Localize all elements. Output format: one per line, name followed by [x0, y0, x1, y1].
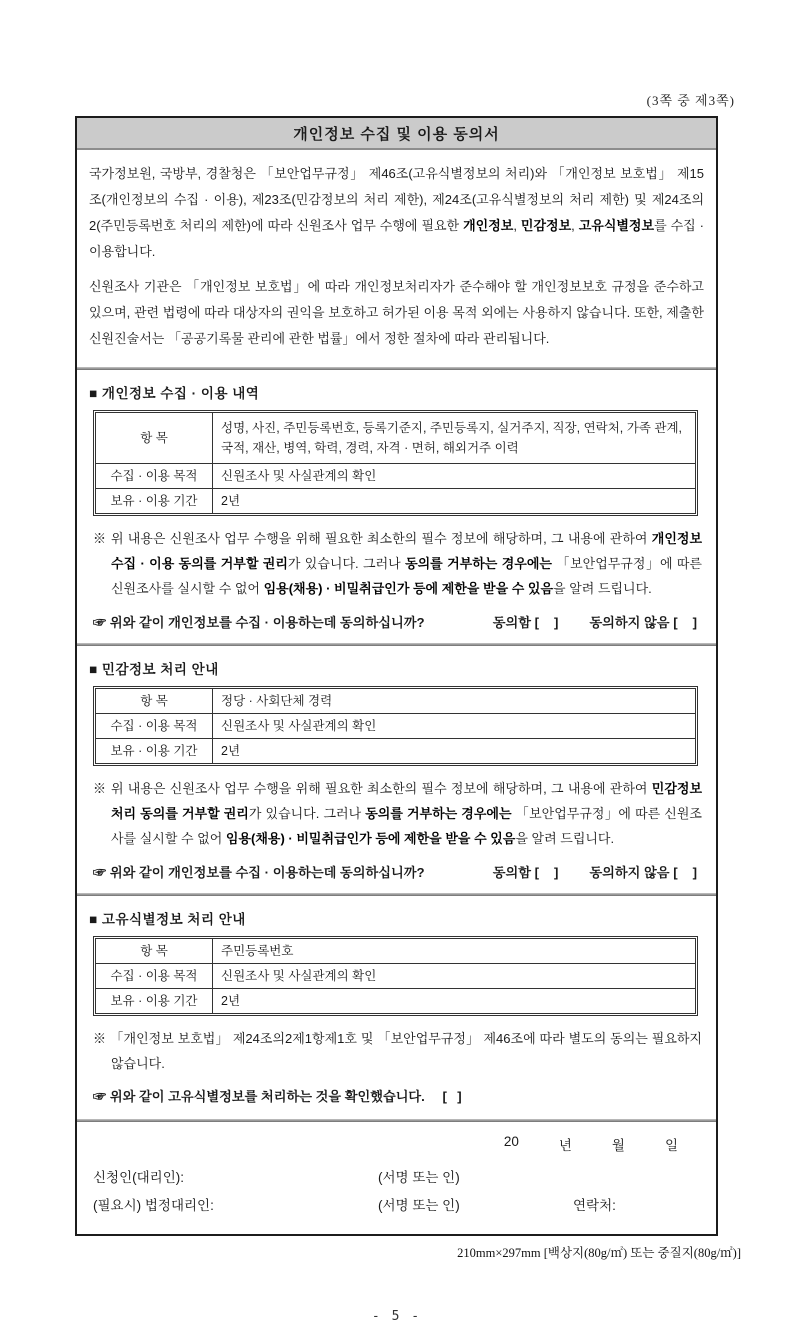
- date-year-prefix[interactable]: 20: [503, 1134, 519, 1149]
- table-row: [96, 489, 696, 514]
- section-note: ※ 위 내용은 신원조사 업무 수행을 위해 필요한 최소한의 필수 정보에 해당하며, 그 내용에 관하여 민감정보 처리 동의를 거부할 권리가 있습니다. 그러나 동의를 거부하는 경우에는 「보안업무규정」에 따른 신원조사를 실시할 수 없어 임용(채용) · 비밀취급인가 등에 제한을 받을 수 있음을 알려 드립니다.: [93, 781, 702, 846]
- info-table: [93, 686, 698, 766]
- consent-line: [93, 862, 700, 881]
- applicant-seal-note: (서명 또는 인): [378, 1170, 460, 1185]
- paper-spec-note: 210mm×297mm [백상지(80g/㎡) 또는 중질지(80g/㎡)]: [457, 1246, 741, 1260]
- row-value: 신원조사 및 사실관계의 확인: [213, 464, 696, 489]
- table-row: [96, 739, 696, 764]
- row-label: 항 목: [96, 939, 213, 964]
- row-value: 2년: [213, 989, 696, 1014]
- applicant-label: 신청인(대리인):: [93, 1170, 184, 1185]
- agree-checkbox[interactable]: [ ]: [534, 615, 560, 630]
- intro-paragraph-2: 신원조사 기관은 「개인정보 보호법」에 따라 개인정보처리자가 준수해야 할 개인정보보호 규정을 준수하고 있으며, 관련 법령에 따라 대상자의 권익을 보호하고 허가된 이용 목적 외에는 사용하지 않습니다. 또한, 제출한 신원진술서는 「공공기록물 관리에 관한 법률」에서 정한 절차에 따라 관리됩니다.: [89, 279, 704, 346]
- disagree-checkbox[interactable]: [ ]: [673, 865, 698, 880]
- agree-checkbox[interactable]: [ ]: [534, 865, 560, 880]
- confirm-line: [93, 1086, 700, 1105]
- section-note: ※ 「개인정보 보호법」 제24조의2제1항제1호 및 「보안업무규정」 제46조에 따라 별도의 동의는 필요하지 않습니다.: [93, 1031, 702, 1071]
- row-value: 신원조사 및 사실관계의 확인: [213, 964, 696, 989]
- row-value: 주민등록번호: [213, 939, 696, 964]
- section-unique-id-info: [77, 896, 716, 1119]
- row-value: 성명, 사진, 주민등록번호, 등록기준지, 주민등록지, 실거주지, 직장, 연락처, 가족 관계, 국적, 재산, 병역, 학력, 경력, 자격 · 면허, 해외거주 이력: [213, 413, 696, 464]
- guardian-label: (필요시) 법정대리인:: [93, 1198, 214, 1213]
- row-value: 2년: [213, 489, 696, 514]
- row-value: 정당 · 사회단체 경력: [213, 689, 696, 714]
- table-row: [96, 939, 696, 964]
- confirm-checkbox[interactable]: [ ]: [442, 1089, 463, 1104]
- row-label: 수집 · 이용 목적: [96, 964, 213, 989]
- consent-form: [75, 116, 718, 1236]
- date-month-label: 월: [611, 1138, 625, 1153]
- table-row: [96, 464, 696, 489]
- table-row: [96, 413, 696, 464]
- disagree-option: [589, 612, 698, 631]
- intro-block: [77, 150, 716, 367]
- row-value: 2년: [213, 739, 696, 764]
- section-personal-info: [77, 370, 716, 643]
- disagree-label: 동의하지 않음: [589, 615, 670, 630]
- date-day-label: 일: [664, 1138, 678, 1153]
- consent-question: ☞ 위와 같이 개인정보를 수집 · 이용하는데 동의하십니까?: [93, 615, 425, 630]
- agree-option: [493, 612, 560, 631]
- table-row: [96, 989, 696, 1014]
- table-row: [96, 964, 696, 989]
- intro-paragraph-1: 국가정보원, 국방부, 경찰청은 「보안업무규정」 제46조(고유식별정보의 처리)와 「개인정보 보호법」 제15조(개인정보의 수집 · 이용), 제23조(민감정보의 처리 제한), 제24조(고유식별정보의 처리 제한) 및 제24조의2(주민등록번호 처리의 제한)에 따라 신원조사 업무 수행에 필요한 개인정보, 민감정보, 고유식별정보를 수집 · 이용합니다.: [89, 166, 704, 259]
- section-heading: ■ 고유식별정보 처리 안내: [89, 912, 246, 927]
- disagree-label: 동의하지 않음: [589, 865, 670, 880]
- row-label: 수집 · 이용 목적: [96, 464, 213, 489]
- page-number: - 5 -: [371, 1309, 422, 1324]
- guardian-contact-label: 연락처:: [573, 1198, 616, 1213]
- consent-line: [93, 612, 700, 631]
- signature-block: [77, 1122, 716, 1234]
- agree-label: 동의함: [492, 615, 531, 630]
- consent-question: ☞ 위와 같이 개인정보를 수집 · 이용하는데 동의하십니까?: [93, 865, 425, 880]
- row-label: 보유 · 이용 기간: [96, 989, 213, 1014]
- row-value: 신원조사 및 사실관계의 확인: [213, 714, 696, 739]
- guardian-seal-note: (서명 또는 인): [378, 1198, 460, 1213]
- table-row: [96, 714, 696, 739]
- page-indicator: (3쪽 중 제3쪽): [646, 93, 735, 108]
- applicant-signature-row: [93, 1166, 700, 1186]
- guardian-signature-row: [93, 1194, 700, 1214]
- form-title: 개인정보 수집 및 이용 동의서: [77, 118, 716, 150]
- table-row: [96, 689, 696, 714]
- section-sensitive-info: [77, 646, 716, 893]
- confirm-statement: ☞ 위와 같이 고유식별정보를 처리하는 것을 확인했습니다.: [93, 1089, 425, 1104]
- row-label: 항 목: [96, 689, 213, 714]
- info-table: [93, 936, 698, 1016]
- agree-label: 동의함: [492, 865, 531, 880]
- section-note: ※ 위 내용은 신원조사 업무 수행을 위해 필요한 최소한의 필수 정보에 해당하며, 그 내용에 관하여 개인정보 수집 · 이용 동의를 거부할 권리가 있습니다. 그러나 동의를 거부하는 경우에는 「보안업무규정」에 따른 신원조사를 실시할 수 없어 임용(채용) · 비밀취급인가 등에 제한을 받을 수 있음을 알려 드립니다.: [93, 531, 702, 596]
- row-label: 수집 · 이용 목적: [96, 714, 213, 739]
- row-label: 항 목: [96, 413, 213, 464]
- agree-option: [493, 862, 560, 881]
- info-table: [93, 410, 698, 516]
- row-label: 보유 · 이용 기간: [96, 489, 213, 514]
- date-year-label: 년: [558, 1138, 572, 1153]
- section-heading: ■ 민감정보 처리 안내: [89, 662, 219, 677]
- section-heading: ■ 개인정보 수집 · 이용 내역: [89, 386, 260, 401]
- disagree-checkbox[interactable]: [ ]: [673, 615, 698, 630]
- row-label: 보유 · 이용 기간: [96, 739, 213, 764]
- applicant-extra: [573, 1166, 700, 1186]
- date-line: [91, 1134, 702, 1154]
- disagree-option: [589, 862, 698, 881]
